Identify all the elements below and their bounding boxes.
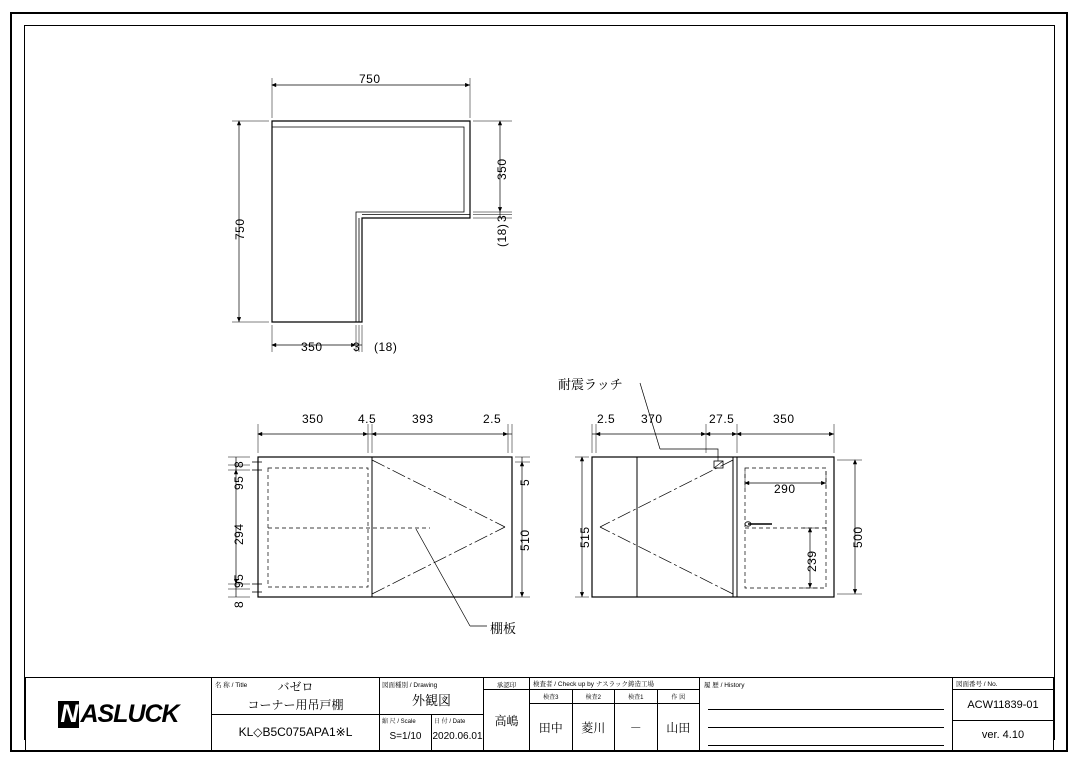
logo-text: ASLUCK	[80, 699, 179, 728]
checker-val-1: 菱川	[573, 704, 616, 750]
model-code-value: KL◇B5C075APA1※L	[238, 725, 353, 740]
dim-fr-350: 350	[773, 412, 795, 426]
drawing-version-value: ver. 4.10	[981, 729, 1025, 742]
product-name-label: 名 称 / Title	[215, 682, 248, 689]
dim-top-right-350: 350	[495, 158, 509, 180]
dim-top-bottom-350: 350	[301, 340, 323, 354]
dim-top-bottom-18: (18)	[374, 340, 398, 354]
checker-val-3: 山田	[666, 720, 691, 735]
dim-fl-95-bottom: 95	[232, 573, 246, 588]
dim-fl-4-5: 4.5	[358, 412, 377, 426]
dim-fl-2-5: 2.5	[483, 412, 502, 426]
date-value: 2020.06.01	[432, 730, 483, 742]
checker-label: 検査者 / Check up by ナスラック鋳造工場	[530, 678, 699, 690]
drawing-number-label: 図面番号 / No.	[953, 678, 1053, 690]
dim-fl-350: 350	[302, 412, 324, 426]
product-name-value2: コーナー用吊戸棚	[247, 697, 344, 712]
scale-block	[380, 715, 432, 751]
drawing-type-label: 図面種別 / Drawing	[382, 682, 438, 689]
dim-top-width-750: 750	[359, 72, 381, 86]
checker-col-1: 検査2	[573, 690, 616, 703]
dim-fl-5: 5	[518, 478, 532, 486]
logo-initial: N	[60, 699, 78, 728]
inner-border	[24, 25, 1055, 740]
dim-fl-8-bottom: 8	[232, 600, 246, 608]
dim-fr-239: 239	[805, 550, 819, 572]
dim-fr-27-5: 27.5	[709, 412, 735, 426]
dim-top-right-3: 3	[495, 214, 509, 222]
approval-cell	[484, 678, 530, 750]
history-cell	[700, 678, 953, 750]
checker-cell	[530, 678, 700, 750]
history-row	[708, 728, 944, 746]
drawing-number-value: ACW11839-01	[953, 690, 1053, 721]
dim-top-height-750: 750	[233, 218, 247, 240]
checker-col-3: 作 図	[671, 695, 686, 701]
dim-fl-510: 510	[518, 529, 532, 551]
checker-values	[530, 704, 699, 750]
drawing-type-value: 外観図	[411, 693, 451, 709]
label-latch: 耐震ラッチ	[558, 377, 623, 392]
dim-top-bottom-3: 3	[353, 340, 361, 354]
title-block	[25, 677, 1054, 751]
history-row	[708, 710, 944, 728]
label-shelf: 棚板	[490, 621, 517, 636]
dim-fr-290: 290	[774, 482, 796, 496]
checker-val-2: －	[615, 704, 658, 750]
model-code-block	[212, 715, 379, 751]
approval-value: 高嶋	[494, 713, 519, 728]
drawing-type-block	[380, 678, 483, 715]
dim-fr-370: 370	[641, 412, 663, 426]
dim-fl-393: 393	[412, 412, 434, 426]
drawing-number-cell	[953, 678, 1053, 750]
date-block	[432, 715, 483, 751]
scale-value: S=1/10	[389, 730, 422, 742]
product-name-block	[212, 678, 379, 715]
drawing-type-cell	[380, 678, 484, 750]
date-label: 日 付 / Date	[434, 718, 466, 725]
dim-top-right-18: (18)	[495, 223, 509, 247]
dim-fl-294: 294	[232, 523, 246, 545]
history-label: 履 歴 / History	[704, 682, 745, 689]
checker-columns	[530, 690, 699, 704]
dim-fr-2-5: 2.5	[597, 412, 616, 426]
scale-label: 縮 尺 / Scale	[382, 718, 416, 725]
dim-fl-95-top: 95	[232, 475, 246, 490]
dim-fl-8-top: 8	[232, 460, 246, 468]
approval-label: 承認印	[484, 678, 529, 690]
dim-fr-500: 500	[851, 526, 865, 548]
dim-fr-515: 515	[578, 526, 592, 548]
checker-col-0: 検査3	[530, 690, 573, 703]
checker-col-2: 検査1	[615, 690, 658, 703]
product-name-value: バゼロ	[277, 680, 314, 694]
company-logo	[26, 678, 212, 750]
product-name-cell	[212, 678, 380, 750]
checker-val-0: 田中	[530, 704, 573, 750]
history-row	[708, 692, 944, 710]
